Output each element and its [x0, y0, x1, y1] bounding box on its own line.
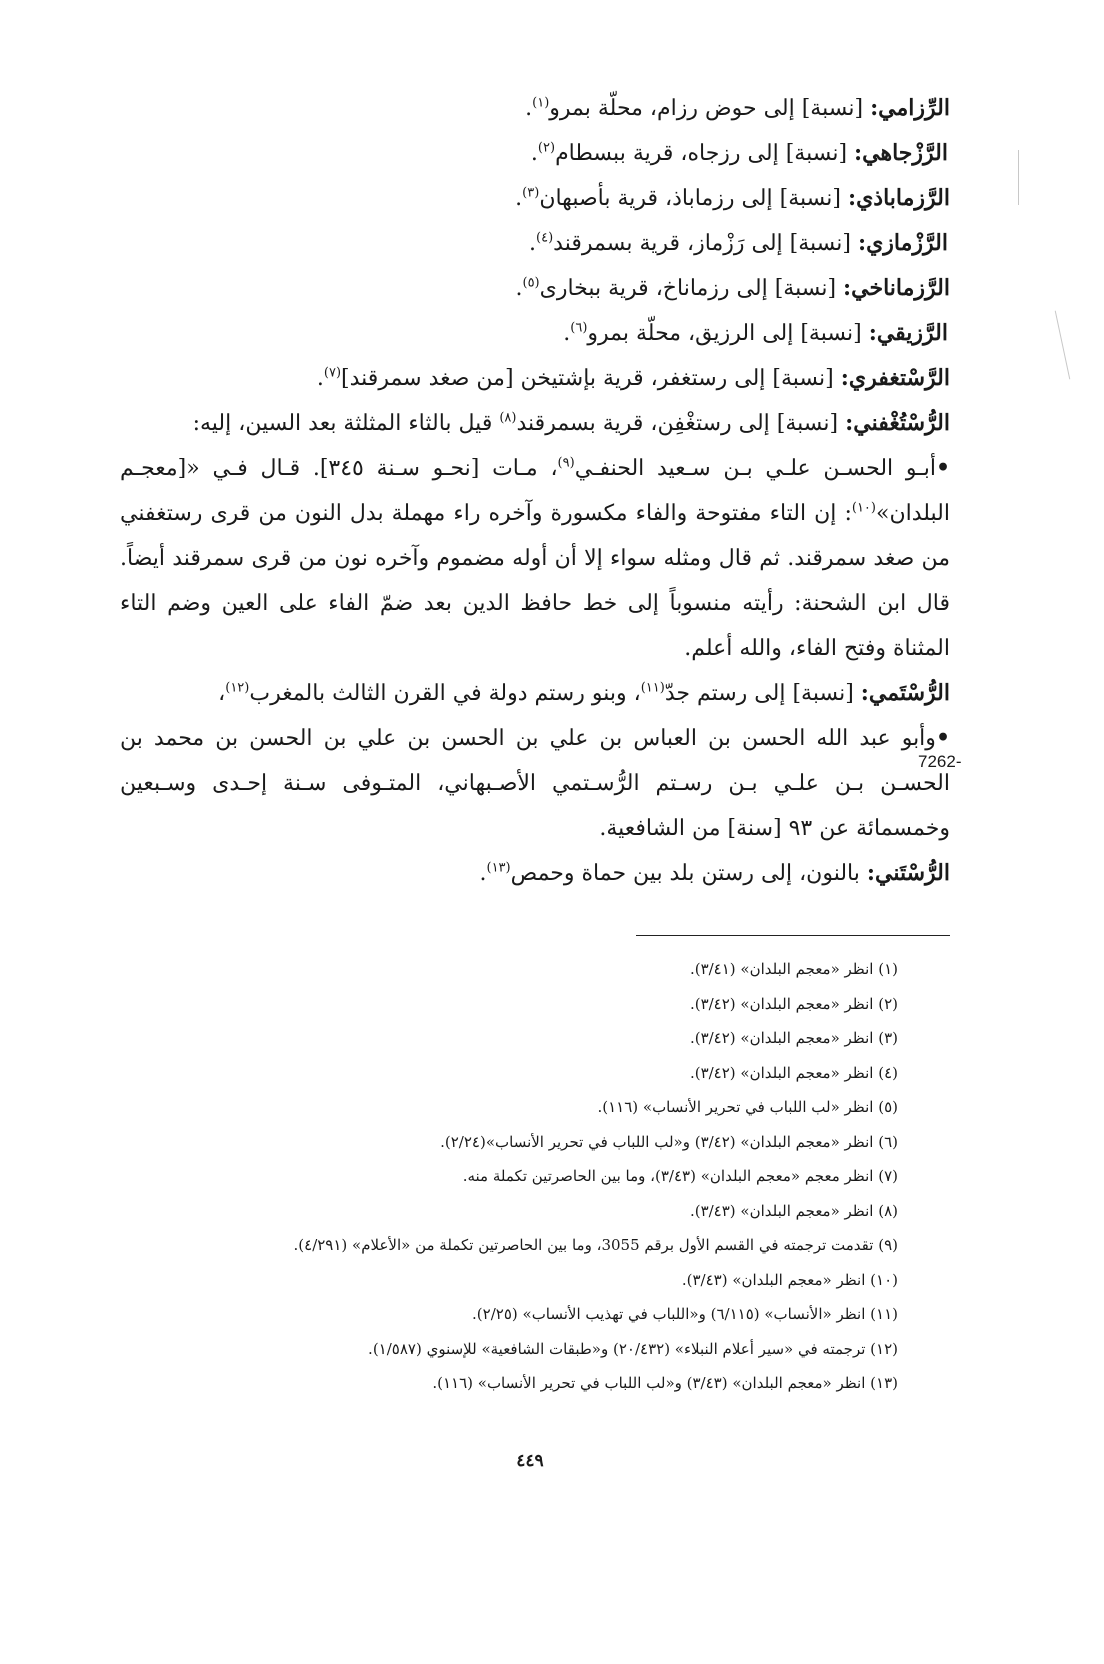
footnote: (٩) تقدمت ترجمته في القسم الأول برقم 3055، وما بين الحاصرتين تكملة من «الأعلام» (٤/٢٩١).: [293, 1236, 898, 1254]
footnote: (٧) انظر معجم «معجم البلدان» (٣/٤٣)، وما بين الحاصرتين تكملة منه.: [462, 1167, 898, 1185]
entry-headword: الرَّزماباذي:: [847, 185, 950, 211]
footnote: (١) انظر «معجم البلدان» (٣/٤١).: [689, 960, 898, 978]
main-text: [120, 86, 950, 896]
footnote-ref: (٥): [522, 275, 540, 291]
entry-text: [نسبة] إلى رزجاه، قرية ببسطام: [555, 141, 855, 166]
footnote: (٤) انظر «معجم البلدان» (٣/٤٢).: [689, 1063, 898, 1082]
entry: [120, 266, 950, 311]
footnote: (٦) انظر «معجم البلدان» (٣/٤٢) و«لب اللباب في تحرير الأنساب»(٢/٢٤).: [440, 1132, 898, 1151]
entry-end: .: [529, 231, 537, 256]
entry-headword: الرَّزْمازي:: [857, 230, 948, 256]
entry-end: .: [515, 186, 523, 211]
footnote: (٨) انظر «معجم البلدان» (٣/٤٣).: [689, 1201, 898, 1220]
entry-end: .: [530, 141, 538, 166]
entry-end: .: [479, 861, 487, 886]
footnote-ref: (٤): [536, 230, 554, 246]
footnote: (٣) انظر «معجم البلدان» (٣/٤٢).: [689, 1029, 898, 1047]
footnote-ref: (١٢): [225, 680, 250, 696]
footnote-separator: [636, 935, 950, 936]
footnote-ref: (٣): [522, 185, 540, 201]
subentry-rustughfani: [120, 446, 950, 671]
entry: [120, 131, 950, 176]
entry-headword: الرَّسْتغفري:: [840, 365, 950, 391]
entry-headword: الرُّسْتَني:: [866, 860, 950, 886]
entry-text: [نسبة] إلى رزماباذ، قرية بأصبهان: [539, 186, 848, 211]
entry-headword: الرَّزيقي:: [868, 320, 948, 346]
page-number: ٤٤٩: [516, 1451, 544, 1471]
entry-end: .: [525, 96, 533, 121]
entry: [120, 356, 950, 401]
entry: [120, 86, 950, 131]
entry-text: [نسبة] إلى رَزْماز، قرية بسمرقند: [553, 231, 858, 256]
footnotes: [150, 952, 898, 1401]
entry-headword: الرُّسْتَمي:: [860, 680, 950, 706]
entry-end: .: [316, 366, 324, 391]
bullet: •: [935, 455, 950, 481]
footnote-ref: (١٣): [486, 860, 511, 876]
entry-text: [نسبة] إلى الرزيق، محلّة بمرو: [587, 321, 869, 346]
entry-text: [نسبة] إلى رزماناخ، قرية ببخارى: [539, 276, 844, 301]
footnote-ref: (٩): [557, 455, 575, 471]
entry-headword: الرَّزماناخي:: [843, 275, 950, 301]
subentry-text: أبـو الحسـن علـي بـن سـعيد الحنفـي: [574, 456, 936, 481]
entry: [120, 176, 950, 221]
subentry-text: : إن التاء مفتوحة والفاء مكسورة وآخره راء مهملة بدل النون من قرى رستغفني من صغد سمرقند. ثم قال ومثله سواء إلا أن أوله مضموم وآخره نون من قرى سمرقند أيضاً. قال ابن الشحنة: رأيته منسوباً إلى خط حافظ الدين بعد ضمّ الفاء على العين وضم التاء المثناة وفتح الفاء، والله أعلم.: [120, 501, 950, 661]
entry: [120, 401, 950, 446]
footnote: (١١) انظر «الأنساب» (٦/١١٥) و«اللباب في تهذيب الأنساب» (٢/٢٥).: [472, 1305, 898, 1323]
entry-end: .: [515, 276, 523, 301]
entry-text: [نسبة] إلى حوض رزام، محلّة بمرو: [549, 96, 871, 121]
entry-rustami: [120, 671, 950, 716]
footnote-ref: (١١): [640, 680, 665, 696]
entry-text: [نسبة] إلى رستغْفِن، قرية بسمرقند: [516, 411, 846, 436]
footnote-ref: (٢): [537, 140, 556, 156]
entry-number: 7262-: [918, 752, 962, 771]
entry-text: بالنون، إلى رستن بلد بين حماة وحمص: [510, 861, 867, 886]
scan-margin-mark: [1055, 311, 1071, 380]
footnote-ref: (٦): [570, 320, 588, 336]
footnote: (١٠) انظر «معجم البلدان» (٣/٤٣).: [681, 1270, 898, 1289]
entry-text: ، وبنو رستم دولة في القرن الثالث بالمغرب: [249, 681, 641, 706]
entry-end: ،: [218, 681, 226, 706]
footnote-ref: (٧): [323, 365, 342, 381]
entry-text: [نسبة] إلى رستغفر، قرية بإشتيخن [من صغد سمرقند]: [341, 366, 841, 391]
entry: [120, 311, 950, 356]
footnote: (٥) انظر «لب اللباب في تحرير الأنساب» (١١٦).: [597, 1098, 898, 1116]
subentry-text: وأبو عبد الله الحسن بن العباس بن علي بن الحسن بن علي بن الحسن بن محمد بن الحسـن بـن علـي بـن رسـتم الرُّسـتمي الأصـبهاني، المتـوفى سـنة إحـدى وسـبعين وخمسمائة عن ٩٣ [سنة] من الشافعية.: [120, 726, 950, 841]
footnote-ref: (١٠): [851, 500, 876, 516]
entry-headword: الرَّزْجاهي:: [854, 140, 948, 166]
subentry-rustami: [120, 716, 950, 851]
entry-end: .: [563, 321, 571, 346]
footnote: (٢) انظر «معجم البلدان» (٣/٤٢).: [689, 994, 898, 1013]
subentry-text: ، مـات [نحـو سـنة ٣٤٥]. قـال فـي «[معجـم البلدان»: [120, 456, 950, 526]
entry-headword: الرِّزامي:: [870, 95, 950, 121]
entry-text: [نسبة] إلى رستم جدّ: [664, 681, 861, 706]
entry-headword: الرُّسْتُغْفني:: [845, 410, 950, 436]
entry-end: قيل بالثاء المثلثة بعد السين، إليه:: [192, 411, 500, 436]
scan-margin-mark: [1018, 150, 1019, 205]
footnote: (١٢) ترجمته في «سير أعلام النبلاء» (٢٠/٤٣٢) و«طبقات الشافعية» للإسنوي (١/٥٨٧).: [368, 1339, 898, 1358]
footnote: (١٣) انظر «معجم البلدان» (٣/٤٣) و«لب اللباب في تحرير الأنساب» (١١٦).: [432, 1374, 898, 1392]
entry: [120, 221, 950, 266]
footnote-ref: (١): [532, 95, 550, 111]
bullet: •: [935, 725, 950, 751]
footnote-ref: (٨): [499, 410, 517, 426]
entry-rustani: [120, 851, 950, 896]
